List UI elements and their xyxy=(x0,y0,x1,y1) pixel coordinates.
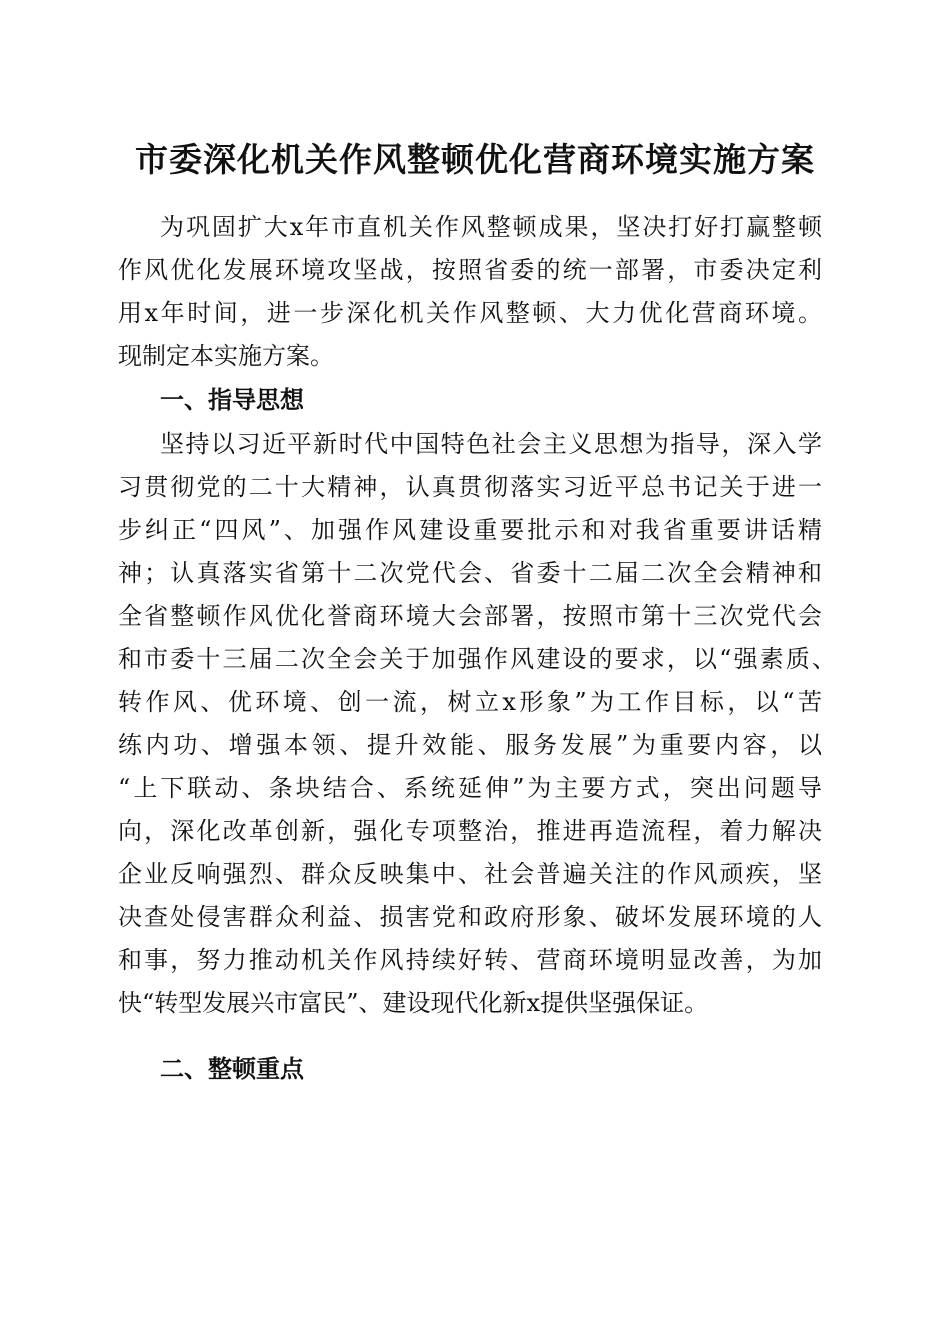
paragraph-line: 习贯彻党的二十大精神，认真贯彻落实习近平总书记关于进一 xyxy=(118,473,822,501)
section-heading-rectification-focus: 二、整顿重点 xyxy=(160,1055,304,1083)
paragraph-line: 决查处侵害群众利益、损害党和政府形象、破坏发展环境的人 xyxy=(118,903,822,931)
paragraph-line: 和市委十三届二次全会关于加强作风建设的要求，以“强素质、 xyxy=(118,645,836,673)
paragraph-line: 向，深化改革创新，强化专项整治，推进再造流程，着力解决 xyxy=(118,817,822,845)
paragraph-line: 作风优化发展环境攻坚战，按照省委的统一部署，市委决定利 xyxy=(118,256,822,284)
intro-paragraph xyxy=(118,206,822,378)
paragraph-line: 快“转型发展兴市富民”、建设现代化新x提供坚强保证。 xyxy=(118,989,709,1017)
paragraph-line: 步纠正“四风”、加强作风建设重要批示和对我省重要讲话精 xyxy=(118,516,822,544)
paragraph-line: 为巩固扩大x年市直机关作风整顿成果，坚决打好打赢整顿 xyxy=(160,213,822,241)
paragraph-line: 坚持以习近平新时代中国特色社会主义思想为指导，深入学 xyxy=(160,430,822,458)
paragraph-line: 神；认真落实省第十二次党代会、省委十二届二次全会精神和 xyxy=(118,559,822,587)
document-body xyxy=(118,206,836,1092)
paragraph-line: 和事，努力推动机关作风持续好转、营商环境明显改善，为加 xyxy=(118,946,822,974)
paragraph-line: 企业反响强烈、群众反映集中、社会普遍关注的作风顽疾，坚 xyxy=(118,860,822,888)
guiding-thought-paragraph xyxy=(118,423,836,1025)
paragraph-line: 转作风、优环境、创一流，树立x形象”为工作目标，以“苦 xyxy=(118,688,822,716)
section-heading-guiding-thought: 一、指导思想 xyxy=(160,386,304,414)
paragraph-line: 全省整顿作风优化誉商环境大会部署，按照市第十三次党代会 xyxy=(118,602,822,630)
paragraph-line: 现制定本实施方案。 xyxy=(118,342,334,370)
paragraph-line: “上下联动、条块结合、系统延伸”为主要方式，突出问题导 xyxy=(118,774,822,802)
paragraph-line: 用x年时间，进一步深化机关作风整顿、大力优化营商环境。 xyxy=(118,299,822,327)
paragraph-line: 练内功、增强本领、提升效能、服务发展”为重要内容，以 xyxy=(118,731,822,759)
document-title: 市委深化机关作风整顿优化营商环境实施方案 xyxy=(135,140,815,179)
